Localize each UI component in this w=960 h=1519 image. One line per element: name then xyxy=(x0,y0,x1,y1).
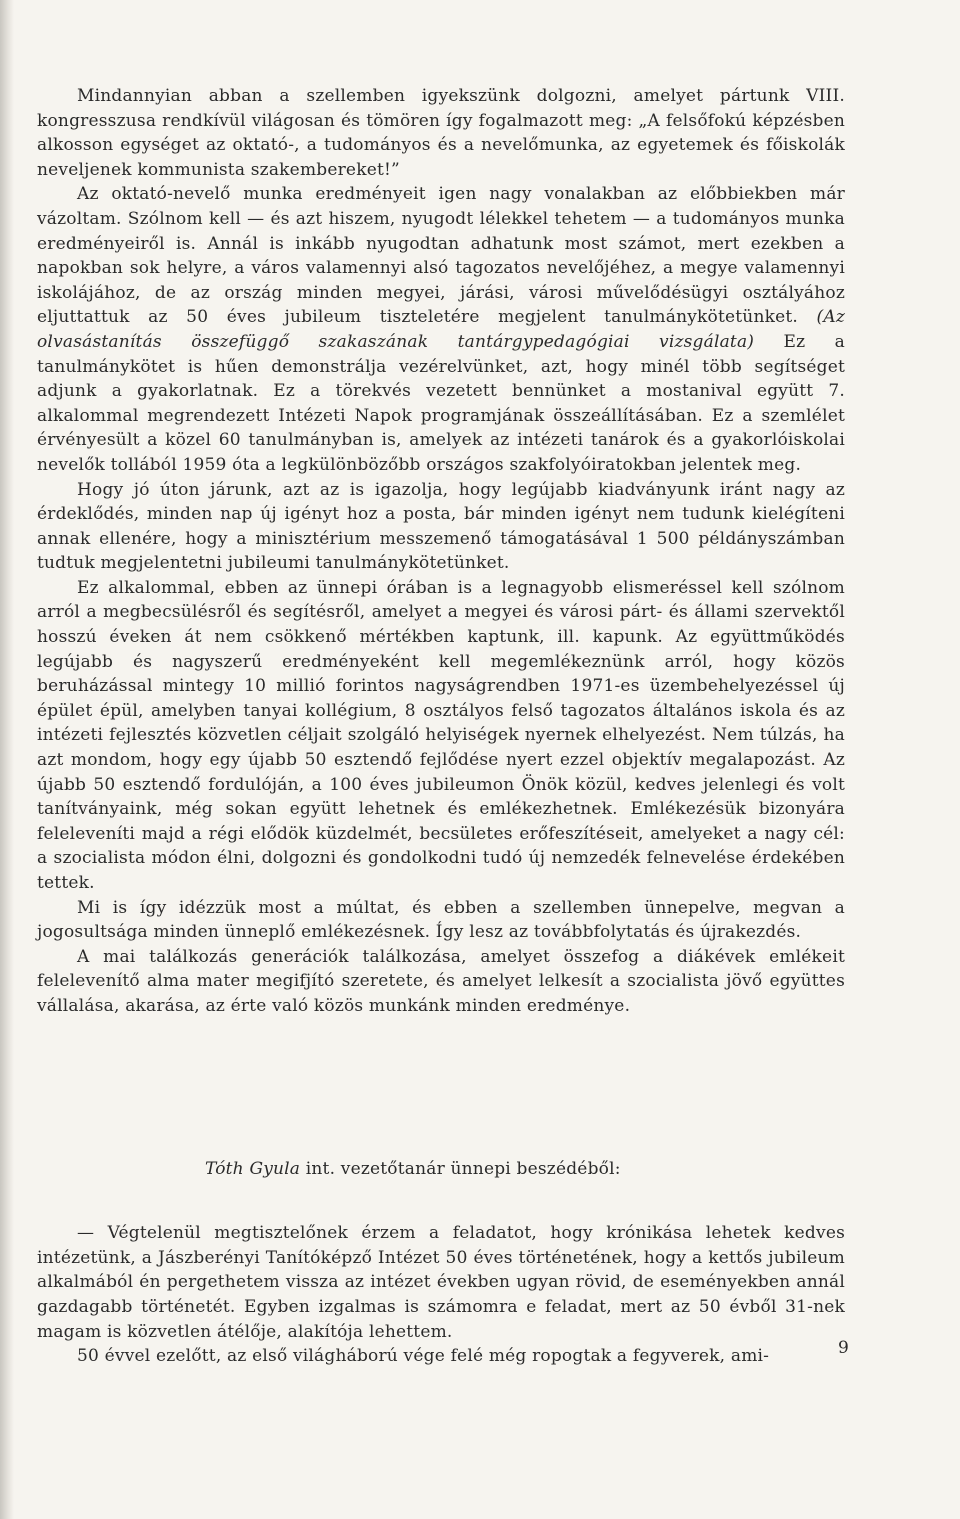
paragraph-opening-quote: Mindannyian abban a szellemben igyekszünk dolgozni, amelyet pártunk VIII. kongresszusa rendkívül világosan és tömören így fogalmazott meg: „A felsőfokú képzésben alkosson egységet az oktató-, a tudományos és a nevelőmunka, az egyetemek és főiskolák neveljenek kommunista szakembereket!” xyxy=(37,86,845,180)
paragraph-speech-opening: — Végtelenül megtisztelőnek érzem a feladatot, hogy krónikása lehetek kedves intézetünk, a Jászberényi Tanítóképző Intézet 50 éves történetének, hogy a kettős jubileum alkalmából én pergethetem vissza az intézet években ugyan rövid, de eseményekben annál gazdagabb történetét. Egyben izgalmas is számomra e feladat, mert az 50 évből 31-nek magam is közvetlen átélője, alakítója lehettem. xyxy=(37,1223,845,1342)
paragraph-cooperation: Ez alkalommal, ebben az ünnepi órában is a legnagyobb elismeréssel kell szólnom arról a megbecsülésről és segítésről, amelyet a megyei és városi párt- és állami szervektől hosszú éveken át nem csökkenő mértékben kaptunk, ill. kapunk. Az együttműködés legújabb és nagyszerű eredményeként kell megemlékeznünk arról, hogy közös beruházással mintegy 10 millió forintos nagyságrendben 1971-es üzembehelyezéssel új épület épül, amelyben tanyai kollégium, 8 osztályos felső tagozatos általános iskola és az intézeti fejlesztés közvetlen céljait szolgáló helyiségek nyernek elhelyezést. Nem túlzás, ha azt mondom, hogy egy újabb 50 esztendő fejlődése nyert ezzel objektív megalapozást. Az újabb 50 esztendő fordulóján, a 100 éves jubileumon Önök közül, kedves jelenlegi és volt tanítványaink, még sokan együtt lehetnek és emlékezhetnek. Emlékezésük bizonyára feleleveníti majd a régi elődök küzdelmét, becsületes erőfeszítéseit, amelyeket a nagy cél: a szocialista módon élni, dolgozni és gondolkodni tudó új nemzedék felnevelése érdekében tettek. xyxy=(37,577,845,893)
speech-heading xyxy=(37,1157,845,1182)
document-page xyxy=(37,84,845,1369)
paragraph-generations: A mai találkozás generációk találkozása, amelyet összefog a diákévek emlékeit felelevenítő alma mater megifjító szeretete, és amelyet lelkesít a szocialista jövő együttes vállalása, akarása, az érte való közös munkánk minden eredménye. xyxy=(37,946,845,1016)
paragraph-fifty-years-ago: 50 évvel ezelőtt, az első világháború vége felé még ropogtak a fegyverek, ami- xyxy=(77,1346,770,1367)
speech-heading-rest: int. vezetőtanár ünnepi beszédéből: xyxy=(300,1158,621,1179)
paragraph-scientific-work xyxy=(37,182,845,477)
paragraph-publication-interest: Hogy jó úton járunk, azt az is igazolja, hogy legújabb kiadványunk iránt nagy az érdeklődés, minden nap új igényt hoz a posta, bár minden igényt nem tudunk kielégíteni annak ellenére, hogy a minisztérium messzemenő támogatásával 1 500 példányszámban tudtuk megjelentetni jubileumi tanulmánykötetünket. xyxy=(37,479,845,574)
page-number: 9 xyxy=(838,1338,849,1358)
scan-page-edge xyxy=(0,0,14,1519)
paragraph-remembrance: Mi is így idézzük most a múltat, és ebben a szellemben ünnepelve, megvan a jogosultsága minden ünneplő emlékezésnek. Így lesz az továbbfolytatás és újrakezdés. xyxy=(37,897,845,943)
paragraph-text: Ez a tanulmánykötet is hűen demonstrálja vezérelvünket, azt, hogy minél több segítséget adjunk a gyakorlatnak. Ez a törekvés vezetett bennünket a mostanival együtt 7. alkalommal megrendezett Intézeti Napok programjának összeállításában. Ez a szemlélet érvényesült a közel 60 tanulmányban is, amelyek az intézeti tanárok és a gyakorlóiskolai nevelők tollából 1959 óta a legkülönbözőbb országos szakfolyóiratokban jelentek meg. xyxy=(37,331,846,475)
speaker-name: Tóth Gyula xyxy=(205,1158,301,1179)
book-title: (Az olvasástanítás összefüggő szakaszának tantárgypedagógiai vizsgálata) xyxy=(37,307,845,352)
paragraph-text: Az oktató-nevelő munka eredményeit igen nagy vonalakban az előbbiekben már vázoltam. Szólnom kell — és azt hiszem, nyugodt lélekkel tehetem — a tudományos munka eredményeiről is. Annál is inkább nyugodtan adhatunk most számot, mert ezekben a napokban sok helyre, a város valamennyi alsó tagozatos nevelőjéhez, a megye valamennyi iskolájához, de az ország minden megyei, járási, városi művelődésügyi osztályához eljuttattuk az 50 éves jubileum tiszteletére megjelent tanulmánykötetünket. xyxy=(37,184,845,328)
